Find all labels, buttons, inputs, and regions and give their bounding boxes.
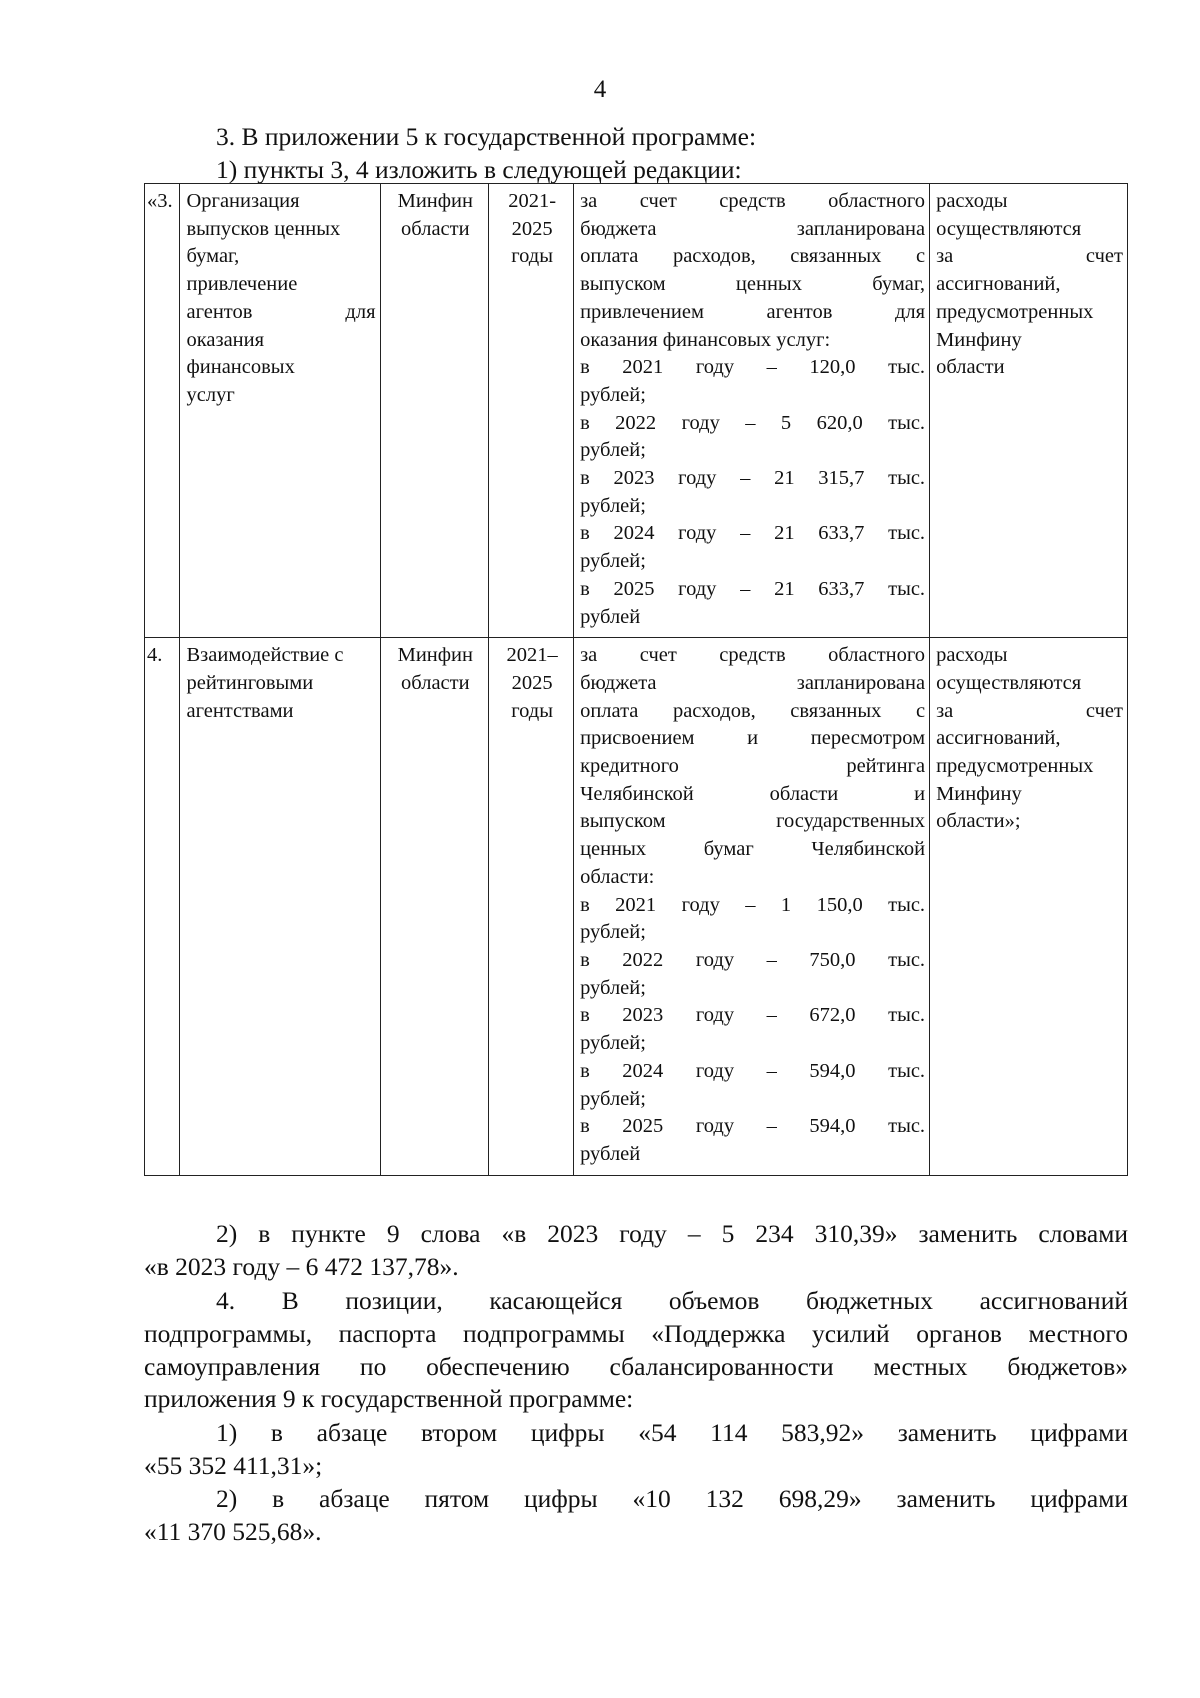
- desc-line: оплата расходов, связанных с: [580, 699, 926, 722]
- name-line: Организация: [186, 190, 300, 212]
- period-line: 2021-: [508, 190, 557, 212]
- after-line-2: «в 2023 году – 6 472 137,78».: [144, 1252, 459, 1281]
- desc-line: области:: [580, 865, 655, 888]
- desc-line: оказания финансовых услуг:: [580, 328, 831, 351]
- page-number: 4: [593, 76, 607, 103]
- desc-line: в 2023 году – 672,0 тыс.: [580, 1004, 926, 1027]
- executor-line: Минфин: [397, 190, 474, 212]
- desc-line: рублей;: [580, 1087, 646, 1110]
- desc-line: Челябинской области и: [580, 782, 926, 805]
- note-line: ассигнований,: [936, 727, 1061, 750]
- after-line-8: «55 352 411,31»;: [144, 1451, 323, 1480]
- desc-line: в 2023 году – 21 315,7 тыс.: [580, 467, 926, 490]
- description-cell: [574, 184, 930, 638]
- desc-line: ценных бумаг Челябинской: [580, 838, 926, 861]
- note-cell: [930, 638, 1128, 1175]
- desc-line: рублей;: [580, 494, 646, 517]
- name-line: Взаимодействие с: [186, 644, 344, 667]
- name-line: рейтинговыми: [186, 671, 314, 694]
- period-line: годы: [511, 245, 553, 268]
- note-line: осуществляются: [936, 217, 1082, 240]
- desc-line: рублей;: [580, 383, 646, 406]
- row-number-text: «3.: [147, 190, 173, 212]
- desc-line: кредитного рейтинга: [580, 755, 926, 778]
- desc-line: рублей;: [580, 550, 646, 573]
- desc-line: рублей;: [580, 976, 646, 999]
- note-line: предусмотренных: [936, 300, 1094, 323]
- desc-line: в 2025 году – 21 633,7 тыс.: [580, 577, 926, 600]
- desc-line: рублей: [580, 605, 641, 628]
- note-line: Минфину: [936, 782, 1022, 805]
- desc-line: выпуском ценных бумаг,: [580, 273, 926, 296]
- after-line-9: 2) в абзаце пятом цифры «10 132 698,29» заменить цифрами: [216, 1484, 1128, 1513]
- desc-line: выпуском государственных: [580, 810, 926, 833]
- desc-line: бюджета запланирована: [580, 671, 926, 694]
- executor-line: области: [401, 217, 470, 240]
- note-line: расходы: [936, 644, 1008, 667]
- after-line-10: «11 370 525,68».: [144, 1517, 322, 1546]
- note-line: за счет: [936, 245, 1123, 268]
- desc-line: рублей;: [580, 921, 646, 944]
- note-line: Минфину: [936, 328, 1022, 351]
- executor-cell: [380, 638, 489, 1175]
- executor-line: области: [401, 671, 470, 694]
- intro-line-2: 1) пункты 3, 4 изложить в следующей редакции:: [216, 155, 742, 184]
- after-line-4: подпрограммы, паспорта подпрограммы «Поддержка усилий органов местного: [144, 1319, 1128, 1348]
- after-line-6: приложения 9 к государственной программе:: [144, 1384, 634, 1413]
- desc-line: рублей;: [580, 1032, 646, 1055]
- desc-line: за счет средств областного: [580, 644, 926, 667]
- period-line: 2021–: [506, 644, 558, 667]
- note-line: области»;: [936, 810, 1021, 833]
- name-line: агентствами: [186, 699, 294, 722]
- description-cell: [574, 638, 930, 1175]
- note-line: области: [936, 356, 1005, 379]
- amendment-table: [144, 183, 1128, 1176]
- note-line: осуществляются: [936, 671, 1082, 694]
- table-row: [145, 638, 1128, 1175]
- measure-name-cell: [180, 638, 380, 1175]
- note-line: предусмотренных: [936, 755, 1094, 778]
- desc-line: в 2024 году – 21 633,7 тыс.: [580, 522, 926, 545]
- row-number-text: 4.: [147, 644, 163, 667]
- measure-name-cell: [180, 184, 380, 638]
- desc-line: в 2021 году – 1 150,0 тыс.: [580, 893, 926, 916]
- note-cell: [930, 184, 1128, 638]
- row-number: [145, 184, 180, 638]
- row-number: [145, 638, 180, 1175]
- period-cell: [489, 184, 574, 638]
- period-line: 2025: [511, 217, 553, 240]
- desc-line: рублей: [580, 1142, 641, 1165]
- desc-line: рублей;: [580, 439, 646, 462]
- period-line: годы: [511, 699, 553, 722]
- table-row: [145, 184, 1128, 638]
- name-line: привлечение: [186, 273, 298, 296]
- note-line: за счет: [936, 699, 1123, 722]
- note-line: ассигнований,: [936, 273, 1061, 296]
- desc-line: оплата расходов, связанных с: [580, 245, 926, 268]
- desc-line: за счет средств областного: [580, 190, 926, 212]
- after-line-5: самоуправления по обеспечению сбалансированности местных бюджетов»: [144, 1352, 1128, 1381]
- name-line: выпусков ценных: [186, 217, 341, 240]
- executor-line: Минфин: [397, 644, 474, 667]
- after-line-3: 4. В позиции, касающейся объемов бюджетных ассигнований: [216, 1286, 1128, 1315]
- desc-line: в 2025 году – 594,0 тыс.: [580, 1115, 926, 1138]
- period-cell: [489, 638, 574, 1175]
- name-line: финансовых: [186, 356, 295, 379]
- note-line: расходы: [936, 190, 1008, 212]
- desc-line: в 2022 году – 750,0 тыс.: [580, 948, 926, 971]
- desc-line: бюджета запланирована: [580, 217, 926, 240]
- desc-line: в 2021 году – 120,0 тыс.: [580, 356, 926, 379]
- after-line-7: 1) в абзаце втором цифры «54 114 583,92» заменить цифрами: [216, 1418, 1128, 1447]
- executor-cell: [380, 184, 489, 638]
- name-line: услуг: [186, 383, 235, 406]
- desc-line: в 2024 году – 594,0 тыс.: [580, 1059, 926, 1082]
- desc-line: привлечением агентов для: [580, 300, 926, 323]
- after-line-1: 2) в пункте 9 слова «в 2023 году – 5 234 310,39» заменить словами: [216, 1219, 1128, 1248]
- name-line: оказания: [186, 328, 265, 351]
- desc-line: присвоением и пересмотром: [580, 727, 926, 750]
- intro-line-1: 3. В приложении 5 к государственной программе:: [216, 122, 757, 151]
- desc-line: в 2022 году – 5 620,0 тыс.: [580, 411, 926, 434]
- name-line: агентов для: [186, 300, 376, 323]
- name-line: бумаг,: [186, 245, 240, 268]
- period-line: 2025: [511, 671, 553, 694]
